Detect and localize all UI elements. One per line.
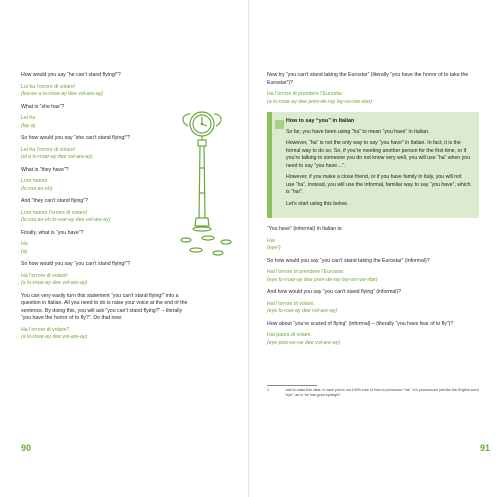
pronunciation: (el a lo-rroar-ay dee vol-are-ay) — [21, 154, 93, 160]
italian-phrase: Lui ha l’orrore di volare! — [21, 83, 76, 90]
answer — [267, 91, 479, 106]
pronunciation: (eye¹) — [267, 245, 281, 251]
italian-phrase: Loro hanno l’orrore di volare! — [21, 209, 88, 216]
pronunciation: (a lo-rroar-ay dee pren-de-ray lay-oo-roe-star) — [267, 98, 373, 105]
answer — [21, 178, 191, 193]
question: So how would you say “you can’t stand flying!”? — [21, 261, 131, 267]
italian-phrase: Hai — [267, 237, 275, 244]
tip-box-paragraph: However, if you make a close friend, or if you have family in Italy, you will not use “ha”, instead, you will use the informal, familiar way to say “you have”, which is “hai”. — [286, 174, 471, 195]
answer — [21, 147, 191, 162]
pronunciation: (lay a) — [21, 122, 36, 129]
pronunciation: (eye lo-rroar-ay dee pren-de-ray lay-oo-roe-star) — [267, 276, 378, 283]
question: And “they can’t stand flying”? — [21, 198, 88, 204]
footnote-text: Just to make this clear, in case you’re not 100% sure of how to pronounce “hai”, it is pronounced just like the English word “eye”, as in “he has good eyesight”. — [285, 388, 479, 397]
answer — [267, 332, 479, 347]
answer — [21, 115, 191, 130]
pronunciation: (loo-ee a lo-rroar-ay dee vol-are-ay) — [21, 91, 104, 97]
answer — [21, 84, 191, 99]
italian-phrase: Ha l’orrore di prendere l’Eurostar — [267, 91, 343, 97]
left-column — [21, 72, 191, 347]
italian-phrase: Ha l’orrore di volare? — [21, 326, 70, 333]
pronunciation: (a lo-rroar-ay dee vol-are-ay) — [21, 280, 88, 286]
tip-box-marker — [275, 120, 284, 129]
italian-phrase: Ha l’orrore di volare! — [21, 272, 68, 279]
right-column — [267, 72, 479, 352]
question: Finally, what is “you have”? — [21, 229, 84, 236]
answer — [21, 273, 191, 288]
tip-box-paragraph: Let’s start using this below. — [286, 200, 348, 207]
footnote-number: 1 — [267, 388, 269, 392]
pronunciation: (a) — [21, 248, 28, 255]
pronunciation: (lo-roa an-oh) — [21, 185, 53, 192]
italian-phrase: Hai paura di volare. — [267, 332, 312, 338]
italian-phrase: Loro hanno — [21, 178, 48, 184]
pronunciation: (eye pow-oo-rar dee vol-are-ay) — [267, 339, 340, 346]
tip-box-title: How to say “you” in Italian — [286, 118, 355, 124]
question: And how would you say “you can’t stand flying” (informal)? — [267, 289, 402, 295]
pronunciation: (a lo-rroar-ay dee vol-are-ay) — [21, 334, 88, 340]
tip-box-paragraph: However, “ha” is not the only way to say “you have” in Italian. In fact, it is the formal way to do so. So, if you’re meeting another person for the first time, or if you’re talking to someone you do not know very well, you will use “ha” when you need to say “you have…”. — [286, 140, 470, 169]
question: What is “she has”? — [21, 103, 65, 110]
right-page — [249, 0, 497, 497]
italian-phrase: Hai l’orrore di volare. — [267, 300, 315, 307]
question: How would you say “he can’t stand flying!”? — [21, 72, 121, 78]
answer — [267, 269, 479, 284]
italian-phrase: Lei ha — [21, 115, 36, 121]
answer — [21, 241, 191, 256]
question: So how would you say “she can’t stand flying!”? — [21, 135, 131, 141]
footnote-rule — [267, 385, 317, 386]
explanation-paragraph: You can very easily turn this statement “you can’t stand flying!” into a question in Italian. All you need to do is raise your voice at the end of the sentence. By doing this, you will ask “you can’t stand flying?” – literally “you have the horror of to fly?”. Do that now: — [21, 292, 188, 321]
italian-phrase: Ha — [21, 241, 28, 247]
question: “You have” (informal) in Italian is: — [267, 226, 343, 232]
italian-phrase: Hai l’orrore di prendere l’Eurostar — [267, 269, 344, 275]
pronunciation: (eye lo-roar-ay dee vol-are-ay) — [267, 308, 337, 314]
italian-phrase: Lei ha l’orrore di volare! — [21, 146, 76, 153]
question: So how would you say “you can’t stand taking the Eurostar” (informal)? — [267, 257, 430, 264]
question: What is “they have”? — [21, 166, 69, 173]
answer — [21, 327, 191, 342]
answer — [267, 238, 479, 253]
pronunciation: (lo-roa an-oh lo-roar-ay dee vol-are-ay) — [21, 217, 111, 223]
footnote — [267, 388, 479, 398]
question: Now try “you can’t stand taking the Eurostar” (literally “you have the horror of to take the Eurostar”)? — [267, 72, 469, 86]
question: How about “you’re scared of flying” (informal) – (literally “you have fear of to fly”)? — [267, 320, 454, 327]
tip-box-paragraph: So far, you have been using “ha” to mean “you have” in Italian. — [286, 128, 430, 135]
page-number: 90 — [21, 443, 32, 453]
page-number: 91 — [480, 443, 491, 453]
left-page — [0, 0, 248, 497]
clock-on-post-icon — [178, 108, 240, 260]
tip-box — [267, 112, 479, 218]
answer — [21, 210, 191, 225]
answer — [267, 301, 479, 316]
